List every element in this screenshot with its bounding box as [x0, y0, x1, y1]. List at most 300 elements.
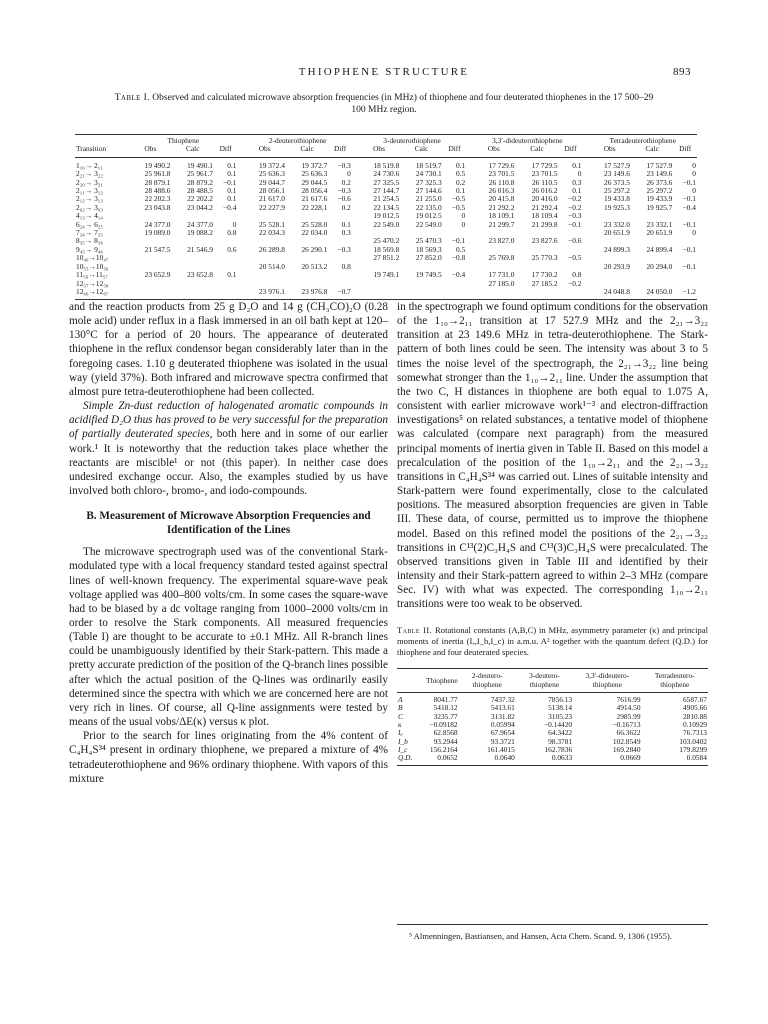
value-cell: 93.3721: [490, 736, 515, 746]
value-cell: [172, 280, 214, 288]
value-cell: −0.4: [682, 202, 696, 212]
transition-cell: 8₃₅→ 8₃₆: [76, 236, 103, 246]
value-cell: 20 514.0: [259, 261, 285, 271]
value-cell: 17 527.9: [646, 160, 673, 170]
value-cell: 0.0652: [425, 754, 459, 766]
value-cell: 0: [461, 211, 466, 221]
transition-cell: 2₁₁→ 3₁₂: [76, 186, 103, 196]
value-cell: 24 377.0: [187, 219, 213, 229]
value-cell: 26 373.5: [604, 177, 630, 187]
transition-cell: 10₅₅→10₅₆: [76, 261, 109, 271]
value-cell: [172, 288, 214, 300]
value-cell: [172, 254, 214, 262]
transition-cell: 2₀₂→ 3₀₃: [76, 202, 103, 212]
value-cell: −0.1: [682, 194, 696, 204]
value-cell: 0: [347, 169, 351, 179]
value-cell: 3131.82: [490, 711, 515, 721]
value-cell: 179.8299: [679, 744, 707, 754]
value-cell: 25 528.1: [259, 219, 285, 229]
table1-row: [75, 271, 697, 279]
value-cell: 23 043.8: [144, 202, 171, 212]
value-cell: 22 202.2: [187, 194, 213, 204]
value-cell: 161.4015: [487, 744, 515, 754]
value-cell: [358, 280, 400, 288]
parameter-label: Iₐ: [398, 728, 403, 738]
value-cell: 17 729.5: [531, 160, 558, 170]
value-cell: 0.5: [455, 244, 466, 254]
transition-cell: 1₁₀→ 2₁₁: [76, 160, 103, 170]
value-cell: 19 749.5: [415, 270, 442, 280]
table2-caption-text: Rotational constants (A,B,C) in MHz, asymmetry parameter (κ) and principal moments of inertia (Iₐ,I_b,I_c) in a.m.u. A² together with the quantum defect (Q.D.) for thiophene and four deuterated species.: [397, 625, 708, 658]
value-cell: −0.1: [682, 177, 696, 187]
table1-col-diff: Diff: [214, 145, 237, 157]
parameter-label: B: [398, 703, 403, 713]
value-cell: −0.2: [568, 194, 582, 204]
table1-col-obs: Obs: [472, 145, 515, 157]
value-cell: 25 961.7: [187, 169, 213, 179]
value-cell: 20 416.0: [531, 194, 558, 204]
transition-cell: 6₂₄→ 6₂₅: [76, 219, 103, 229]
value-cell: 20 651.9: [646, 228, 673, 238]
transition-cell: 11₅₆→11₅₇: [76, 270, 108, 280]
value-cell: 0.1: [572, 160, 582, 170]
table1-col-obs: Obs: [243, 145, 285, 157]
value-cell: 27 325.3: [415, 177, 442, 187]
table1-col-calc: Calc: [515, 145, 558, 157]
value-cell: 27 144.7: [373, 186, 400, 196]
value-cell: 0.10929: [682, 719, 707, 729]
value-cell: 0: [461, 219, 466, 229]
value-cell: 19 490.1: [187, 160, 213, 170]
value-cell: [631, 271, 673, 279]
value-cell: 0.1: [572, 186, 582, 196]
value-cell: 28 488.6: [144, 186, 171, 196]
table1-col-obs: Obs: [129, 145, 171, 157]
value-cell: 18 569.8: [373, 244, 400, 254]
value-cell: 0: [692, 169, 696, 179]
value-cell: 18 109.1: [488, 211, 515, 221]
page-number: 893: [673, 66, 691, 78]
value-cell: [328, 271, 351, 279]
value-cell: 17 731.0: [488, 270, 515, 280]
value-cell: 19 372.7: [301, 160, 328, 170]
value-cell: 26 110.5: [531, 177, 558, 187]
table2-label: Table II.: [397, 625, 433, 636]
value-cell: 0.1: [227, 270, 237, 280]
value-cell: 26 289.8: [259, 244, 285, 254]
value-cell: 2985.99: [616, 711, 641, 721]
value-cell: 0.0640: [459, 754, 516, 766]
table2-body: [397, 693, 708, 766]
table1-col-obs: Obs: [358, 145, 400, 157]
value-cell: 17 729.6: [488, 160, 515, 170]
value-cell: [472, 288, 515, 300]
table2-col: 2-deutero-thiophene: [459, 669, 516, 693]
value-cell: 23 652.9: [144, 270, 171, 280]
value-cell: 23 149.6: [646, 169, 673, 179]
table1-group: 2-deuterothiophene: [268, 136, 327, 145]
value-cell: 64.3422: [548, 728, 573, 738]
value-cell: [214, 280, 237, 288]
paragraph: in the spectrograph we found optimum conditions for the observation of the 1₁₀→2₁₁ transition at 17 527.9 MHz and the 2₂₁→3₂₂ transition at 23 149.6 MHz in tetra-deuterothiophene. The Stark-pattern of both lines could be seen. The intensity was about 3 to 5 times the noise level of the spectrograph, the 2₂₁→3₂₂ line being somewhat stronger than the 1₁₀→2₁₁ line. Under the assumption that the two C, H distances in thiophene are both equal to 1.075 A, consistent with earlier microwave work¹⁻³ and electron-diffraction investigations⁵ on related substances, a tentative model of thiophene was calculated (compare next paragraph) from the measured principal moments of inertia given in Table II. Based on this model a precalculation of the position of the 1₁₀→2₁₁ and the 2₂₁→3₂₂ transitions in C₄H₄S³⁴ was carried out. Lines of suitable intensity and Stark-pattern were found experimentally, close to the calculated positions. The measured absorption frequencies are given in Table III. These data, of course, permitted us to improve the thiophene model. Based on this refined model the positions of the 2₂₁→3₂₂ transitions in C¹³(2)C₃H₄S and C¹³(3)C₃H₄S were precalculated. The observed transitions given in Table III and identified by their intensity and their Stark-pattern agreed to within 2–3 MHz (compare Sec. IV) with what was expected. The corresponding 1₁₀→2₁₁ transitions were too weak to be observed.: [397, 301, 708, 611]
value-cell: [588, 271, 630, 279]
value-cell: 0.2: [341, 202, 351, 212]
value-cell: 102.8549: [612, 736, 641, 746]
value-cell: −0.3: [337, 244, 351, 254]
paragraph: and the reaction products from 25 g D₂O and 14 g (CH₃CO)₂O (0.28 mole acid) under reflux in a flask immersed in an oil bath kept at 120–130°C for a period of 20 hours. The appearance of deuterated thiophene in the reflux condensor began considerably later than in the foregoing cases. 1.10 g deuterated thiophene was isolated in the usual way (yield 37%). Both infrared and microwave spectra confirmed that almost pure tetra-deuterothiophene had been collected.: [69, 301, 388, 398]
value-cell: 28 056.1: [259, 186, 285, 196]
value-cell: 0.5: [455, 169, 466, 179]
value-cell: 5138.14: [548, 703, 573, 713]
value-cell: 66.3622: [616, 728, 641, 738]
value-cell: 23 044.2: [187, 202, 213, 212]
value-cell: 27 185.0: [488, 278, 515, 288]
transition-cell: 2₂₀→ 3₂₁: [76, 177, 103, 187]
paragraph-continuation: both here and in some of our earlier work.¹ It is noteworthy that the reduction takes place whether the reactants are miscible¹ or not (this paper). In neither case does undesired exchange occur. Also, the examples studied by us have involved both chloro-, bromo-, and iodo-compounds.: [69, 428, 388, 498]
value-cell: 22 227.9: [259, 202, 285, 212]
value-cell: 0.1: [227, 160, 237, 170]
value-cell: 26 110.8: [488, 177, 515, 187]
transition-cell: 9₄₅→ 9₄₆: [76, 244, 103, 254]
table1-group: 3-deuterothiophene: [383, 136, 441, 145]
value-cell: 22 549.0: [373, 219, 400, 229]
value-cell: [214, 254, 237, 262]
value-cell: 22 202.3: [144, 194, 171, 204]
transition-cell: 12₆₆→12₆₇: [75, 288, 129, 300]
value-cell: 0: [692, 186, 696, 196]
value-cell: 21 254.5: [373, 194, 400, 204]
transition-cell: 4₁₃→ 4₁₄: [76, 211, 103, 221]
value-cell: 25 297.2: [646, 186, 673, 196]
value-cell: 20 513.2: [301, 261, 328, 271]
paragraph: Prior to the search for lines originating from the 4% content of C₄H₄S³⁴ present in ordinary thiophene, we prepared a mixture of 4% tetradeuterothiophene and 96% ordinary thiophene. With vapors of this mixture: [69, 730, 388, 785]
value-cell: 21 617.0: [259, 194, 285, 204]
value-cell: 26 373.6: [646, 177, 673, 187]
value-cell: 0: [692, 160, 696, 170]
value-cell: 0.8: [572, 270, 582, 280]
value-cell: [214, 288, 237, 300]
value-cell: −0.1: [682, 219, 696, 229]
value-cell: −0.1: [682, 261, 696, 271]
value-cell: 25 297.2: [604, 186, 630, 196]
table2-col: 3,3′-dideutero-thiophene: [573, 669, 641, 693]
value-cell: 23 976.8: [286, 288, 328, 300]
value-cell: 26 016.2: [531, 186, 558, 196]
section-heading: B. Measurement of Microwave Absorption Frequencies and Identification of the Lines: [86, 510, 371, 537]
value-cell: 4914.50: [616, 703, 641, 713]
value-cell: 29 044.7: [259, 177, 285, 187]
value-cell: 24 899.3: [604, 244, 630, 254]
table2: [397, 668, 708, 766]
value-cell: [443, 280, 466, 288]
value-cell: 0.1: [341, 219, 351, 229]
value-cell: 24 730.1: [415, 169, 442, 179]
value-cell: 98.3781: [548, 736, 573, 746]
value-cell: 25 470.3: [415, 236, 442, 246]
value-cell: [400, 280, 442, 288]
table1-caption-text: Observed and calculated microwave absorption frequencies (in MHz) of thiophene and four deuterated thiophenes in the 17 500–29 100 MHz region.: [152, 93, 654, 115]
value-cell: −0.09182: [429, 719, 458, 729]
value-cell: 19 433.8: [604, 194, 630, 204]
value-cell: 19 012.5: [373, 211, 400, 221]
value-cell: 6587.67: [682, 695, 707, 705]
value-cell: 23 701.5: [488, 169, 515, 179]
value-cell: 103.0402: [679, 736, 707, 746]
value-cell: 5418.12: [433, 703, 458, 713]
value-cell: 0.1: [455, 186, 466, 196]
paragraph: [69, 399, 388, 498]
table1-column-header: [75, 145, 697, 157]
table1-group: Thiophene: [167, 136, 200, 145]
value-cell: 24 050.0: [631, 288, 673, 300]
value-cell: −0.5: [451, 194, 466, 204]
value-cell: 29 044.5: [301, 177, 328, 187]
value-cell: −0.16713: [612, 719, 641, 729]
value-cell: 0.0669: [573, 754, 641, 766]
value-cell: 0.8: [341, 261, 351, 271]
value-cell: −0.1: [223, 177, 237, 187]
value-cell: 19 925.3: [604, 202, 630, 212]
value-cell: 0.1: [227, 194, 237, 204]
value-cell: 22 034.0: [301, 228, 328, 238]
table1-col-obs: Obs: [588, 145, 630, 157]
value-cell: 19 749.1: [373, 270, 400, 280]
value-cell: 25 636.3: [301, 169, 328, 179]
value-cell: 76.7313: [682, 728, 707, 738]
table2-col: Thiophene: [425, 669, 459, 693]
table1-caption: [110, 92, 658, 116]
value-cell: [243, 271, 285, 279]
table1: [75, 134, 697, 300]
value-cell: 7856.13: [548, 695, 573, 705]
value-cell: 25 528.0: [301, 219, 328, 229]
value-cell: 27 144.6: [415, 186, 442, 196]
table1-group: 3,3′-dideuterothiophene: [492, 136, 563, 145]
value-cell: 0.2: [341, 177, 351, 187]
table1-row: [75, 288, 697, 300]
value-cell: 27 185.2: [531, 278, 558, 288]
value-cell: 0: [232, 219, 237, 229]
value-cell: −0.6: [337, 194, 351, 204]
table1-col-diff: Diff: [673, 145, 697, 157]
value-cell: 23 827.6: [531, 236, 558, 246]
footnote: ⁵ Almenningen, Bastiansen, and Hansen, Acta Chem. Scand. 9, 1306 (1955).: [397, 924, 708, 942]
value-cell: [559, 288, 583, 300]
value-cell: 18 569.3: [415, 244, 442, 254]
value-cell: 21 292.2: [488, 202, 515, 212]
parameter-label: A: [398, 695, 403, 705]
transition-cell: 2₁₂→ 3₁₃: [76, 194, 103, 204]
value-cell: 0.1: [227, 169, 237, 179]
value-cell: 19 925.7: [646, 202, 673, 212]
value-cell: 25 770.3: [531, 253, 558, 263]
value-cell: 2810.88: [682, 711, 707, 721]
value-cell: 0: [692, 228, 696, 238]
parameter-label: C: [398, 711, 403, 721]
value-cell: 67.9654: [490, 728, 515, 738]
table2-row: [397, 754, 708, 766]
table1-group: Tetradeuterothiophene: [609, 136, 676, 145]
value-cell: 162.7836: [544, 744, 573, 754]
parameter-label: Q.D.: [397, 754, 425, 766]
value-cell: 25 636.3: [259, 169, 285, 179]
value-cell: 24 377.0: [144, 219, 171, 229]
table1-col-calc: Calc: [400, 145, 442, 157]
value-cell: 8041.77: [433, 695, 458, 705]
value-cell: 0.1: [455, 160, 466, 170]
value-cell: 23 332.1: [646, 219, 673, 229]
value-cell: 18 519.7: [415, 160, 442, 170]
value-cell: 17 730.2: [531, 270, 558, 280]
value-cell: [129, 280, 171, 288]
value-cell: 5413.61: [490, 703, 515, 713]
value-cell: 7437.32: [490, 695, 515, 705]
running-title: THIOPHENE STRUCTURE: [298, 66, 470, 78]
value-cell: −0.2: [568, 202, 582, 212]
table1-body: [75, 157, 697, 300]
value-cell: 0.1: [227, 186, 237, 196]
value-cell: 23 827.0: [488, 236, 515, 246]
value-cell: 24 048.8: [588, 288, 630, 300]
value-cell: 3105.23: [548, 711, 573, 721]
value-cell: 21 299.8: [531, 219, 558, 229]
value-cell: −0.3: [568, 211, 582, 221]
value-cell: 21 617.6: [301, 194, 328, 204]
value-cell: 20 415.8: [488, 194, 515, 204]
value-cell: 17 527.9: [604, 160, 630, 170]
value-cell: 27 325.5: [373, 177, 400, 187]
value-cell: 93.2944: [433, 736, 458, 746]
value-cell: 28 879.2: [187, 177, 213, 187]
table1-col-calc: Calc: [286, 145, 328, 157]
transition-cell: 12₅₇→12₅₈: [76, 278, 109, 288]
value-cell: 19 490.2: [144, 160, 171, 170]
value-cell: −0.6: [568, 236, 582, 246]
italic-statement: Simple Zn-dust reduction of halogenated aromatic compounds in acidified D₂O thus has proved to be very successful for the preparation of partially deuterated species,: [69, 400, 388, 441]
transition-cell: 7₃₄→ 7₃₅: [76, 228, 103, 238]
value-cell: 0.05994: [490, 719, 515, 729]
value-cell: 23 149.6: [604, 169, 630, 179]
value-cell: 21 292.4: [531, 202, 558, 212]
table2-col: Tetradeutero-thiophene: [642, 669, 708, 693]
value-cell: 62.8568: [433, 728, 458, 738]
value-cell: −0.1: [568, 219, 582, 229]
table2-header: [397, 669, 708, 693]
value-cell: 0.3: [341, 228, 351, 238]
value-cell: 7616.99: [616, 695, 641, 705]
value-cell: [400, 288, 442, 300]
table2-caption: [397, 625, 708, 658]
value-cell: 24 730.6: [373, 169, 400, 179]
table1-label: Table I.: [114, 93, 150, 103]
table1-col-transition: Transition: [75, 145, 129, 157]
value-cell: 21 547.5: [144, 244, 171, 254]
value-cell: 28 879.1: [144, 177, 171, 187]
value-cell: 18 109.4: [531, 211, 558, 221]
value-cell: 0: [577, 169, 582, 179]
parameter-label: I_b: [398, 736, 408, 746]
value-cell: 20 293.9: [604, 261, 630, 271]
value-cell: 156.2164: [429, 744, 458, 754]
value-cell: 22 134.5: [373, 202, 400, 212]
table1-col-calc: Calc: [631, 145, 673, 157]
value-cell: −0.4: [451, 270, 466, 280]
value-cell: 25 470.2: [373, 236, 400, 246]
table2-col: [397, 669, 425, 693]
right-column: [397, 300, 708, 766]
value-cell: [286, 271, 328, 279]
value-cell: 27 852.0: [415, 253, 442, 263]
value-cell: [129, 254, 171, 262]
value-cell: −0.8: [451, 253, 466, 263]
value-cell: 26 290.1: [301, 244, 328, 254]
table1-col-diff: Diff: [328, 145, 351, 157]
value-cell: [129, 288, 171, 300]
left-column: [69, 300, 388, 786]
value-cell: 22 135.0: [415, 202, 442, 212]
value-cell: −0.3: [337, 186, 351, 196]
value-cell: 19 088.2: [187, 228, 213, 238]
value-cell: −0.1: [451, 236, 466, 246]
value-cell: 23 332.0: [604, 219, 630, 229]
value-cell: 21 299.7: [488, 219, 515, 229]
table1-col-calc: Calc: [172, 145, 214, 157]
value-cell: 27 851.2: [373, 253, 400, 263]
value-cell: 169.2840: [612, 744, 641, 754]
table1-col-diff: Diff: [443, 145, 466, 157]
value-cell: 26 016.3: [488, 186, 515, 196]
value-cell: 28 056.4: [301, 186, 328, 196]
value-cell: 0.6: [227, 244, 237, 254]
value-cell: 19 012.5: [415, 211, 442, 221]
value-cell: 0.8: [227, 228, 237, 238]
table2-col: 3-deutero-thiophene: [516, 669, 573, 693]
value-cell: 4905.66: [682, 703, 707, 713]
table1-col-diff: Diff: [559, 145, 583, 157]
value-cell: 23 652.8: [187, 270, 213, 280]
value-cell: 0.0633: [516, 754, 573, 766]
value-cell: 19 433.9: [646, 194, 673, 204]
value-cell: −0.7: [328, 288, 351, 300]
value-cell: 24 899.4: [646, 244, 673, 254]
value-cell: −0.1: [682, 244, 696, 254]
value-cell: −0.4: [223, 202, 237, 212]
value-cell: −0.3: [337, 160, 351, 170]
value-cell: 22 228.1: [301, 202, 328, 212]
value-cell: 18 519.8: [373, 160, 400, 170]
value-cell: −0.5: [568, 253, 582, 263]
value-cell: 23 701.5: [531, 169, 558, 179]
value-cell: −1.2: [673, 288, 697, 300]
value-cell: 25 769.8: [488, 253, 515, 263]
value-cell: 0.3: [572, 177, 582, 187]
value-cell: 22 549.0: [415, 219, 442, 229]
value-cell: 22 034.3: [259, 228, 285, 238]
value-cell: 0.0584: [642, 754, 708, 766]
value-cell: −0.5: [451, 202, 466, 212]
parameter-label: I_c: [398, 744, 408, 754]
paragraph: The microwave spectrograph used was of the conventional Stark-modulated type with a local frequency standard tested against spectral lines of well-known frequency. The experimental square-wave peak voltage applied was 400–800 volts/cm. In some cases the square-wave had to be biased by a dc voltage ranging from 1000–2000 volts/cm in order to resolve the Stark components. All measured frequencies (Table I) are thought to be accurate to ±0.1 MHz. All R-branch lines could be unambiguously identified by their Stark-pattern. This made a pretty accurate prediction of the position of the Q-branch lines possible after which the actual position of the Q-lines was ordinarily easily determined since the spectra with which we are concerned here are not very rich in lines. Of course, all Q-line assignments were tested by means of the usual νobs/ΔE(κ) versus κ plot.: [69, 546, 388, 729]
value-cell: −0.14420: [543, 719, 573, 729]
value-cell: 0.2: [455, 177, 466, 187]
value-cell: 20 651.9: [604, 228, 630, 238]
value-cell: 21 255.0: [415, 194, 442, 204]
value-cell: 23 976.1: [243, 288, 285, 300]
value-cell: 21 546.9: [187, 244, 213, 254]
transition-cell: 10₄₆→10₄₇: [76, 253, 109, 263]
value-cell: 28 488.5: [187, 186, 213, 196]
value-cell: [358, 288, 400, 300]
